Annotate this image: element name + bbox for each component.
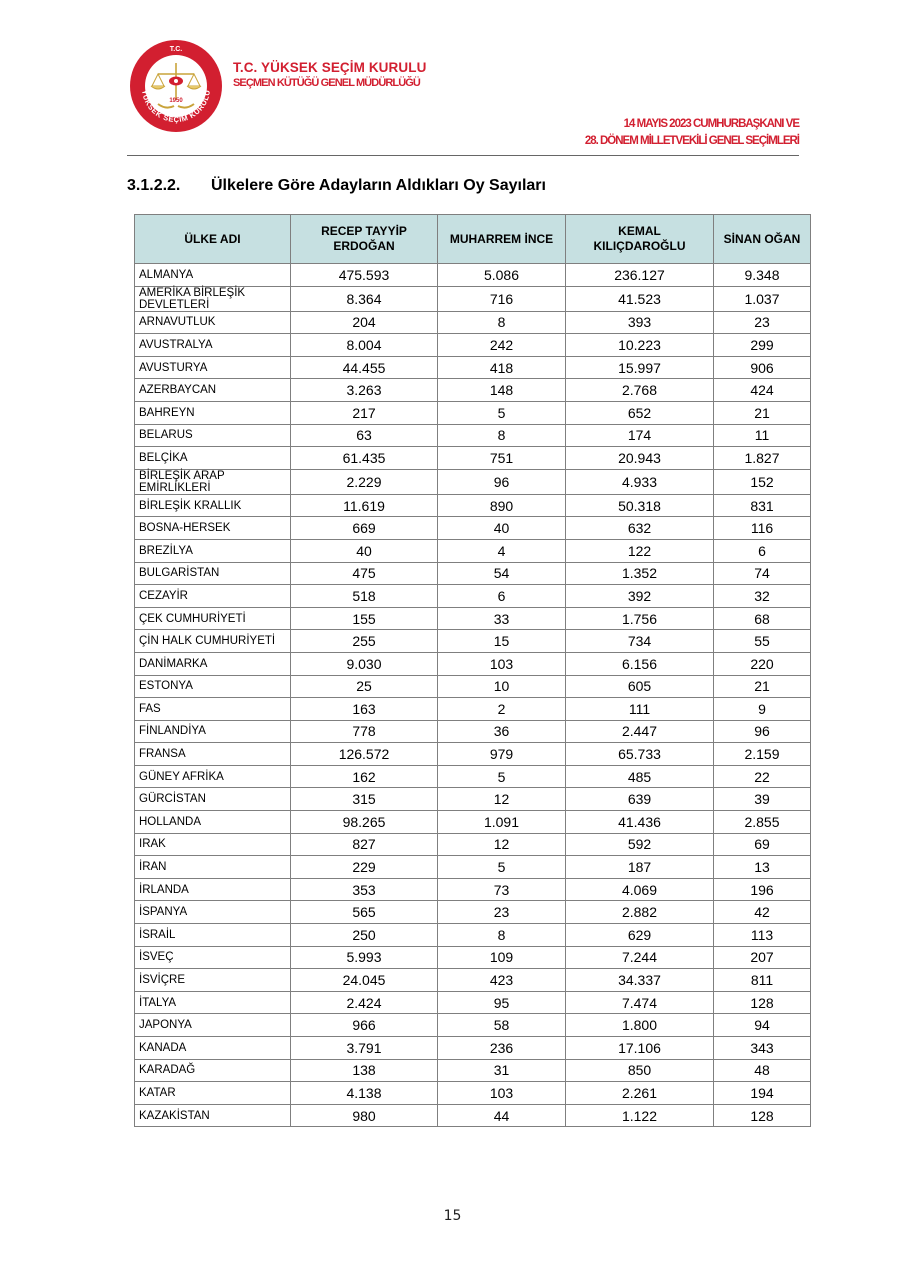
table-row — [135, 652, 811, 675]
table-row — [135, 924, 811, 947]
ince-votes-cell: 890 — [438, 494, 566, 517]
erdogan-votes-cell: 9.030 — [291, 652, 438, 675]
ogan-votes-cell: 128 — [714, 991, 811, 1014]
ince-votes-cell: 979 — [438, 743, 566, 766]
country-cell: İSVİÇRE — [135, 969, 291, 992]
table-row — [135, 1037, 811, 1060]
erdogan-votes-cell: 669 — [291, 517, 438, 540]
ince-votes-cell: 716 — [438, 286, 566, 311]
kilicdaroglu-votes-cell: 629 — [566, 924, 714, 947]
ince-votes-cell: 2 — [438, 698, 566, 721]
kilicdaroglu-votes-cell: 65.733 — [566, 743, 714, 766]
kilicdaroglu-votes-cell: 41.523 — [566, 286, 714, 311]
ince-votes-cell: 33 — [438, 607, 566, 630]
kilicdaroglu-votes-cell: 7.244 — [566, 946, 714, 969]
table-row — [135, 424, 811, 447]
kilicdaroglu-votes-cell: 652 — [566, 401, 714, 424]
column-header-kilicdaroglu: KEMAL KILIÇDAROĞLU — [566, 215, 714, 264]
ogan-votes-cell: 299 — [714, 334, 811, 357]
column-header-erdogan: RECEP TAYYİP ERDOĞAN — [291, 215, 438, 264]
table-row — [135, 494, 811, 517]
ince-votes-cell: 36 — [438, 720, 566, 743]
table-row — [135, 630, 811, 653]
ogan-votes-cell: 152 — [714, 469, 811, 494]
country-cell: ESTONYA — [135, 675, 291, 698]
kilicdaroglu-votes-cell: 734 — [566, 630, 714, 653]
country-cell: İSRAİL — [135, 924, 291, 947]
ysk-emblem-icon — [128, 38, 224, 134]
erdogan-votes-cell: 827 — [291, 833, 438, 856]
table-row — [135, 286, 811, 311]
erdogan-votes-cell: 11.619 — [291, 494, 438, 517]
ogan-votes-cell: 906 — [714, 356, 811, 379]
kilicdaroglu-votes-cell: 2.447 — [566, 720, 714, 743]
ince-votes-cell: 109 — [438, 946, 566, 969]
ince-votes-cell: 12 — [438, 833, 566, 856]
table-row — [135, 1014, 811, 1037]
ogan-votes-cell: 113 — [714, 924, 811, 947]
ogan-votes-cell: 23 — [714, 311, 811, 334]
erdogan-votes-cell: 3.263 — [291, 379, 438, 402]
org-subtitle: SEÇMEN KÜTÜĞÜ GENEL MÜDÜRLÜĞÜ — [233, 77, 420, 89]
table-row — [135, 743, 811, 766]
country-cell: ARNAVUTLUK — [135, 311, 291, 334]
ince-votes-cell: 40 — [438, 517, 566, 540]
ince-votes-cell: 8 — [438, 424, 566, 447]
svg-text:YÜKSEK SEÇİM KURULU: YÜKSEK SEÇİM KURULU — [139, 89, 213, 125]
erdogan-votes-cell: 44.455 — [291, 356, 438, 379]
table-row — [135, 356, 811, 379]
ince-votes-cell: 242 — [438, 334, 566, 357]
ince-votes-cell: 236 — [438, 1037, 566, 1060]
erdogan-votes-cell: 155 — [291, 607, 438, 630]
ince-votes-cell: 95 — [438, 991, 566, 1014]
erdogan-votes-cell: 518 — [291, 585, 438, 608]
ogan-votes-cell: 11 — [714, 424, 811, 447]
country-cell: KARADAĞ — [135, 1059, 291, 1082]
ince-votes-cell: 6 — [438, 585, 566, 608]
table-row — [135, 311, 811, 334]
erdogan-votes-cell: 315 — [291, 788, 438, 811]
ogan-votes-cell: 9 — [714, 698, 811, 721]
country-cell: BULGARİSTAN — [135, 562, 291, 585]
votes-by-country-table — [134, 214, 811, 1127]
table-row — [135, 698, 811, 721]
table-row — [135, 469, 811, 494]
ince-votes-cell: 44 — [438, 1104, 566, 1127]
country-cell: BİRLEŞİK ARAP EMİRLİKLERİ — [135, 469, 291, 494]
ince-votes-cell: 10 — [438, 675, 566, 698]
organization-name — [233, 60, 426, 89]
erdogan-votes-cell: 25 — [291, 675, 438, 698]
erdogan-votes-cell: 24.045 — [291, 969, 438, 992]
table-row — [135, 1059, 811, 1082]
erdogan-votes-cell: 2.424 — [291, 991, 438, 1014]
ogan-votes-cell: 32 — [714, 585, 811, 608]
country-cell: DANİMARKA — [135, 652, 291, 675]
country-cell: KATAR — [135, 1082, 291, 1105]
kilicdaroglu-votes-cell: 392 — [566, 585, 714, 608]
ince-votes-cell: 8 — [438, 311, 566, 334]
kilicdaroglu-votes-cell: 41.436 — [566, 811, 714, 834]
table-row — [135, 720, 811, 743]
table-row — [135, 856, 811, 879]
erdogan-votes-cell: 475.593 — [291, 264, 438, 287]
erdogan-votes-cell: 5.993 — [291, 946, 438, 969]
country-cell: FRANSA — [135, 743, 291, 766]
table-row — [135, 401, 811, 424]
country-cell: FAS — [135, 698, 291, 721]
country-cell: AVUSTRALYA — [135, 334, 291, 357]
org-title: T.C. YÜKSEK SEÇİM KURULU — [233, 60, 427, 75]
erdogan-votes-cell: 475 — [291, 562, 438, 585]
kilicdaroglu-votes-cell: 4.933 — [566, 469, 714, 494]
erdogan-votes-cell: 138 — [291, 1059, 438, 1082]
table-row — [135, 833, 811, 856]
country-cell: İRLANDA — [135, 878, 291, 901]
country-cell: AMERİKA BİRLEŞİK DEVLETLERİ — [135, 286, 291, 311]
ince-votes-cell: 31 — [438, 1059, 566, 1082]
kilicdaroglu-votes-cell: 592 — [566, 833, 714, 856]
kilicdaroglu-votes-cell: 1.352 — [566, 562, 714, 585]
ogan-votes-cell: 196 — [714, 878, 811, 901]
ogan-votes-cell: 128 — [714, 1104, 811, 1127]
erdogan-votes-cell: 163 — [291, 698, 438, 721]
kilicdaroglu-votes-cell: 20.943 — [566, 447, 714, 470]
ogan-votes-cell: 21 — [714, 401, 811, 424]
table-row — [135, 562, 811, 585]
kilicdaroglu-votes-cell: 2.261 — [566, 1082, 714, 1105]
kilicdaroglu-votes-cell: 1.756 — [566, 607, 714, 630]
section-title: Ülkelere Göre Adayların Aldıkları Oy Sayıları — [211, 177, 546, 194]
kilicdaroglu-votes-cell: 122 — [566, 539, 714, 562]
ince-votes-cell: 5 — [438, 856, 566, 879]
kilicdaroglu-votes-cell: 485 — [566, 765, 714, 788]
erdogan-votes-cell: 8.364 — [291, 286, 438, 311]
kilicdaroglu-votes-cell: 50.318 — [566, 494, 714, 517]
country-cell: BAHREYN — [135, 401, 291, 424]
kilicdaroglu-votes-cell: 393 — [566, 311, 714, 334]
table-row — [135, 379, 811, 402]
ogan-votes-cell: 94 — [714, 1014, 811, 1037]
ogan-votes-cell: 194 — [714, 1082, 811, 1105]
column-header-ince: MUHARREM İNCE — [438, 215, 566, 264]
ogan-votes-cell: 811 — [714, 969, 811, 992]
erdogan-votes-cell: 162 — [291, 765, 438, 788]
country-cell: AVUSTURYA — [135, 356, 291, 379]
page-number: 15 — [443, 1208, 462, 1224]
table-row — [135, 878, 811, 901]
erdogan-votes-cell: 229 — [291, 856, 438, 879]
erdogan-votes-cell: 778 — [291, 720, 438, 743]
table-row — [135, 447, 811, 470]
table-body — [135, 264, 811, 1127]
kilicdaroglu-votes-cell: 187 — [566, 856, 714, 879]
table-row — [135, 517, 811, 540]
erdogan-votes-cell: 966 — [291, 1014, 438, 1037]
kilicdaroglu-votes-cell: 605 — [566, 675, 714, 698]
ince-votes-cell: 418 — [438, 356, 566, 379]
kilicdaroglu-votes-cell: 7.474 — [566, 991, 714, 1014]
svg-text:1950: 1950 — [169, 98, 183, 104]
ogan-votes-cell: 343 — [714, 1037, 811, 1060]
ince-votes-cell: 751 — [438, 447, 566, 470]
kilicdaroglu-votes-cell: 10.223 — [566, 334, 714, 357]
ince-votes-cell: 148 — [438, 379, 566, 402]
erdogan-votes-cell: 40 — [291, 539, 438, 562]
erdogan-votes-cell: 217 — [291, 401, 438, 424]
country-cell: BELARUS — [135, 424, 291, 447]
country-cell: ÇİN HALK CUMHURİYETİ — [135, 630, 291, 653]
ogan-votes-cell: 1.827 — [714, 447, 811, 470]
kilicdaroglu-votes-cell: 639 — [566, 788, 714, 811]
erdogan-votes-cell: 250 — [291, 924, 438, 947]
country-cell: ALMANYA — [135, 264, 291, 287]
erdogan-votes-cell: 98.265 — [291, 811, 438, 834]
table-row — [135, 901, 811, 924]
column-header-country: ÜLKE ADI — [135, 215, 291, 264]
ince-votes-cell: 73 — [438, 878, 566, 901]
ogan-votes-cell: 39 — [714, 788, 811, 811]
table-row — [135, 969, 811, 992]
kilicdaroglu-votes-cell: 2.768 — [566, 379, 714, 402]
ogan-votes-cell: 6 — [714, 539, 811, 562]
ogan-votes-cell: 9.348 — [714, 264, 811, 287]
country-cell: BOSNA-HERSEK — [135, 517, 291, 540]
erdogan-votes-cell: 63 — [291, 424, 438, 447]
ince-votes-cell: 4 — [438, 539, 566, 562]
table-row — [135, 811, 811, 834]
ince-votes-cell: 5.086 — [438, 264, 566, 287]
election-line-2: 28. DÖNEM MİLLETVEKİLİ GENEL SEÇİMLERİ — [584, 135, 799, 147]
ogan-votes-cell: 1.037 — [714, 286, 811, 311]
kilicdaroglu-votes-cell: 6.156 — [566, 652, 714, 675]
erdogan-votes-cell: 126.572 — [291, 743, 438, 766]
country-cell: KAZAKİSTAN — [135, 1104, 291, 1127]
country-cell: İRAN — [135, 856, 291, 879]
ogan-votes-cell: 220 — [714, 652, 811, 675]
country-cell: İSPANYA — [135, 901, 291, 924]
country-cell: FİNLANDİYA — [135, 720, 291, 743]
table-row — [135, 607, 811, 630]
table-row — [135, 334, 811, 357]
ogan-votes-cell: 2.855 — [714, 811, 811, 834]
country-cell: GÜRCİSTAN — [135, 788, 291, 811]
ogan-votes-cell: 48 — [714, 1059, 811, 1082]
section-heading — [127, 177, 546, 195]
ogan-votes-cell: 96 — [714, 720, 811, 743]
ince-votes-cell: 5 — [438, 401, 566, 424]
table-row — [135, 264, 811, 287]
country-cell: AZERBAYCAN — [135, 379, 291, 402]
section-number: 3.1.2.2. — [127, 177, 181, 194]
erdogan-votes-cell: 2.229 — [291, 469, 438, 494]
ince-votes-cell: 23 — [438, 901, 566, 924]
ysk-logo — [128, 38, 224, 134]
ogan-votes-cell: 424 — [714, 379, 811, 402]
election-title — [585, 116, 799, 150]
kilicdaroglu-votes-cell: 111 — [566, 698, 714, 721]
country-cell: HOLLANDA — [135, 811, 291, 834]
ince-votes-cell: 96 — [438, 469, 566, 494]
country-cell: CEZAYİR — [135, 585, 291, 608]
ince-votes-cell: 15 — [438, 630, 566, 653]
ince-votes-cell: 58 — [438, 1014, 566, 1037]
country-cell: İTALYA — [135, 991, 291, 1014]
ince-votes-cell: 423 — [438, 969, 566, 992]
erdogan-votes-cell: 204 — [291, 311, 438, 334]
country-cell: BREZİLYA — [135, 539, 291, 562]
kilicdaroglu-votes-cell: 4.069 — [566, 878, 714, 901]
ince-votes-cell: 12 — [438, 788, 566, 811]
kilicdaroglu-votes-cell: 15.997 — [566, 356, 714, 379]
ince-votes-cell: 54 — [438, 562, 566, 585]
table-row — [135, 788, 811, 811]
table-row — [135, 991, 811, 1014]
table-row — [135, 946, 811, 969]
country-cell: ÇEK CUMHURİYETİ — [135, 607, 291, 630]
kilicdaroglu-votes-cell: 236.127 — [566, 264, 714, 287]
svg-text:T.C.: T.C. — [169, 46, 183, 53]
erdogan-votes-cell: 61.435 — [291, 447, 438, 470]
kilicdaroglu-votes-cell: 2.882 — [566, 901, 714, 924]
country-cell: BİRLEŞİK KRALLIK — [135, 494, 291, 517]
ince-votes-cell: 8 — [438, 924, 566, 947]
ogan-votes-cell: 68 — [714, 607, 811, 630]
ince-votes-cell: 103 — [438, 652, 566, 675]
ince-votes-cell: 5 — [438, 765, 566, 788]
kilicdaroglu-votes-cell: 17.106 — [566, 1037, 714, 1060]
table-row — [135, 675, 811, 698]
table-row — [135, 765, 811, 788]
column-header-ogan: SİNAN OĞAN — [714, 215, 811, 264]
erdogan-votes-cell: 8.004 — [291, 334, 438, 357]
country-cell: İSVEÇ — [135, 946, 291, 969]
table-row — [135, 1082, 811, 1105]
erdogan-votes-cell: 565 — [291, 901, 438, 924]
ince-votes-cell: 1.091 — [438, 811, 566, 834]
table-header-row — [135, 215, 811, 264]
ogan-votes-cell: 2.159 — [714, 743, 811, 766]
erdogan-votes-cell: 4.138 — [291, 1082, 438, 1105]
ince-votes-cell: 103 — [438, 1082, 566, 1105]
erdogan-votes-cell: 980 — [291, 1104, 438, 1127]
kilicdaroglu-votes-cell: 174 — [566, 424, 714, 447]
election-line-1: 14 MAYIS 2023 CUMHURBAŞKANI VE — [623, 118, 799, 130]
ogan-votes-cell: 42 — [714, 901, 811, 924]
ogan-votes-cell: 13 — [714, 856, 811, 879]
kilicdaroglu-votes-cell: 1.800 — [566, 1014, 714, 1037]
table-row — [135, 539, 811, 562]
kilicdaroglu-votes-cell: 1.122 — [566, 1104, 714, 1127]
country-cell: KANADA — [135, 1037, 291, 1060]
ogan-votes-cell: 207 — [714, 946, 811, 969]
ogan-votes-cell: 55 — [714, 630, 811, 653]
country-cell: JAPONYA — [135, 1014, 291, 1037]
ogan-votes-cell: 74 — [714, 562, 811, 585]
ogan-votes-cell: 116 — [714, 517, 811, 540]
kilicdaroglu-votes-cell: 850 — [566, 1059, 714, 1082]
country-cell: GÜNEY AFRİKA — [135, 765, 291, 788]
table-row — [135, 585, 811, 608]
country-cell: IRAK — [135, 833, 291, 856]
erdogan-votes-cell: 3.791 — [291, 1037, 438, 1060]
country-cell: BELÇİKA — [135, 447, 291, 470]
ogan-votes-cell: 21 — [714, 675, 811, 698]
kilicdaroglu-votes-cell: 34.337 — [566, 969, 714, 992]
kilicdaroglu-votes-cell: 632 — [566, 517, 714, 540]
erdogan-votes-cell: 255 — [291, 630, 438, 653]
erdogan-votes-cell: 353 — [291, 878, 438, 901]
ogan-votes-cell: 831 — [714, 494, 811, 517]
table-row — [135, 1104, 811, 1127]
ogan-votes-cell: 22 — [714, 765, 811, 788]
ogan-votes-cell: 69 — [714, 833, 811, 856]
header-divider — [127, 155, 799, 156]
